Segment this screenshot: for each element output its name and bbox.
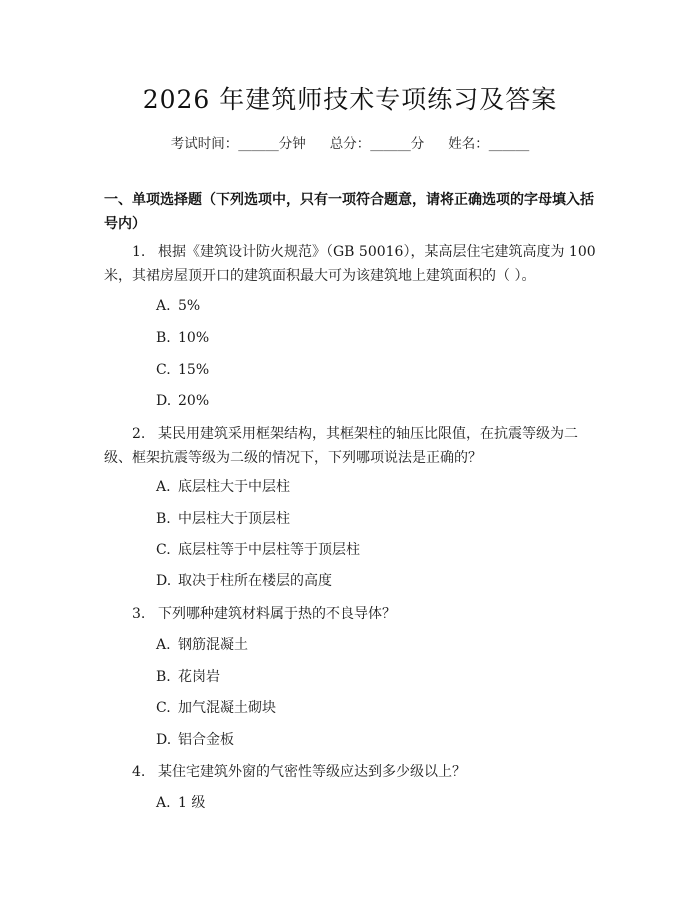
option-letter: D. <box>156 393 172 409</box>
option-letter: C. <box>156 542 171 558</box>
document-title: 2026 年建筑师技术专项练习及答案 <box>142 85 558 114</box>
option-2b <box>156 509 290 529</box>
option-3d <box>156 730 234 750</box>
option-text: 5% <box>178 298 201 314</box>
exam-time-unit: 分钟 <box>278 136 306 152</box>
option-text: 10% <box>178 330 210 346</box>
exam-time-blank: ______ <box>238 136 279 152</box>
option-letter: B. <box>156 511 171 527</box>
section-heading: 一、单项选择题（下列选项中，只有一项符合题意，请将正确选项的字母填入括号内） <box>104 192 594 232</box>
option-text: 花岗岩 <box>178 669 220 685</box>
question-3 <box>104 602 604 626</box>
question-number: 1. <box>132 244 146 260</box>
option-text: 加气混凝土砌块 <box>178 700 276 716</box>
question-text: 下列哪种建筑材料属于热的不良导体？ <box>158 606 396 622</box>
option-letter: D. <box>156 573 172 589</box>
option-2d <box>156 571 332 591</box>
option-letter: A. <box>156 479 171 495</box>
option-3b <box>156 667 220 687</box>
option-1c <box>156 360 209 380</box>
option-text: 钢筋混凝土 <box>178 637 248 653</box>
option-text: 铝合金板 <box>178 732 234 748</box>
name-field <box>448 132 529 152</box>
question-text: 某民用建筑采用框架结构，其框架柱的轴压比限值，在抗震等级为二级、框架抗震等级为二级的情况下，下列哪项说法是正确的？ <box>104 426 578 466</box>
option-letter: D. <box>156 732 172 748</box>
option-letter: B. <box>156 669 171 685</box>
option-3c <box>156 698 276 718</box>
option-text: 底层柱大于中层柱 <box>178 479 290 495</box>
question-number: 3. <box>132 606 146 622</box>
option-1a <box>156 296 200 316</box>
option-4a <box>156 793 205 813</box>
exam-time-label: 考试时间： <box>170 136 239 152</box>
score-field <box>330 132 425 152</box>
option-text: 15% <box>178 362 210 378</box>
option-1b <box>156 328 209 348</box>
option-2c <box>156 540 360 560</box>
option-letter: C. <box>156 700 171 716</box>
option-text: 1 级 <box>178 795 206 811</box>
option-text: 20% <box>178 393 210 409</box>
option-2a <box>156 477 290 497</box>
name-blank: ______ <box>488 136 530 152</box>
option-1d <box>156 391 209 411</box>
name-label: 姓名： <box>448 136 489 152</box>
option-text: 中层柱大于顶层柱 <box>178 511 290 527</box>
score-blank: ______ <box>370 136 411 152</box>
score-unit: 分 <box>410 136 425 152</box>
question-1 <box>104 240 604 288</box>
option-letter: B. <box>156 330 171 346</box>
option-text: 底层柱等于中层柱等于顶层柱 <box>178 542 360 558</box>
option-letter: A. <box>156 637 171 653</box>
question-number: 4. <box>132 764 146 780</box>
option-letter: C. <box>156 362 171 378</box>
option-letter: A. <box>156 298 171 314</box>
exam-time-field <box>171 132 306 152</box>
question-4 <box>104 760 604 784</box>
question-text: 根据《建筑设计防火规范》（GB 50016），某高层住宅建筑高度为 100 米，其裙房屋顶开口的建筑面积最大可为该建筑地上建筑面积的（ ）。 <box>104 244 596 284</box>
exam-meta-line <box>0 132 700 152</box>
question-number: 2. <box>132 426 146 442</box>
question-2 <box>104 422 604 470</box>
option-3a <box>156 635 248 655</box>
option-letter: A. <box>156 795 171 811</box>
score-label: 总分： <box>329 136 371 152</box>
question-text: 某住宅建筑外窗的气密性等级应达到多少级以上？ <box>158 764 466 780</box>
option-text: 取决于柱所在楼层的高度 <box>178 573 332 589</box>
